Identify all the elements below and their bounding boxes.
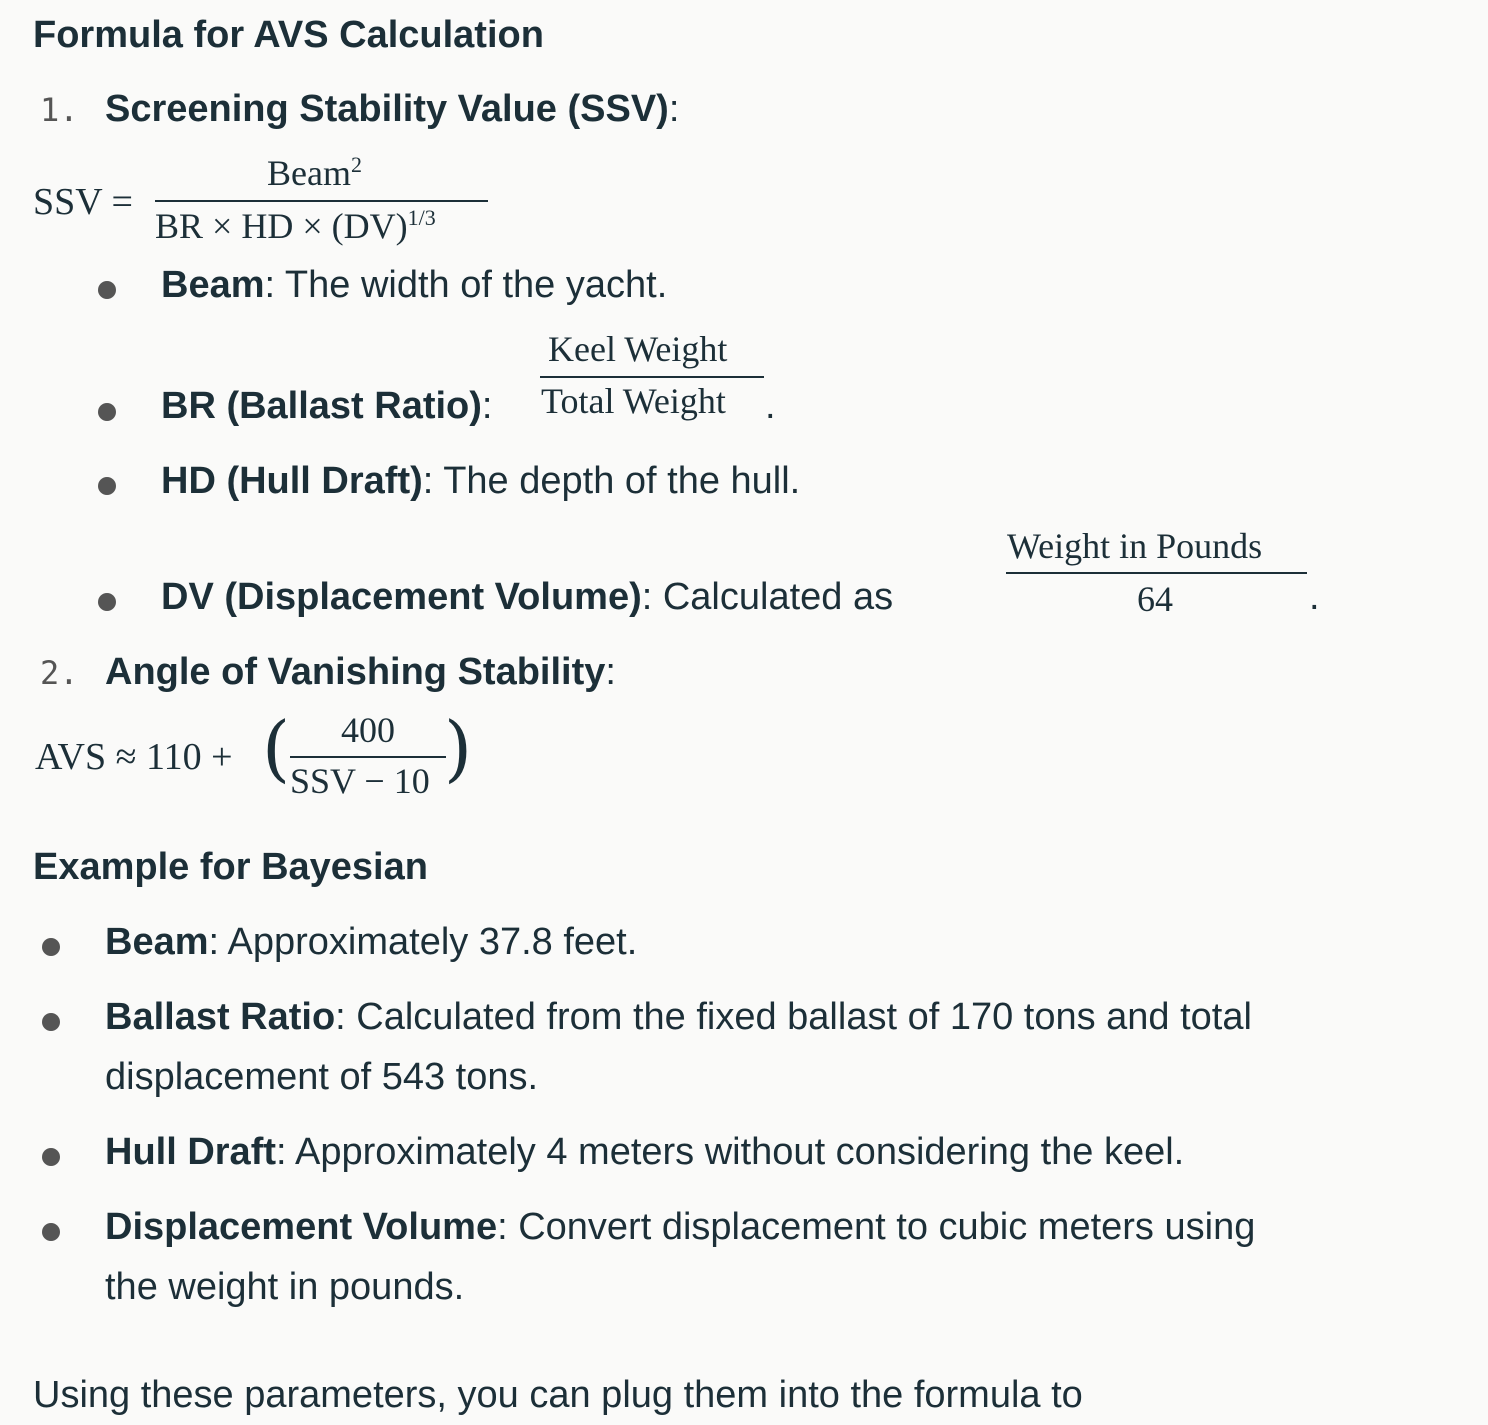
ssv-denominator-text: BR × HD × (DV) <box>155 206 408 246</box>
dv-denominator: 64 <box>1137 579 1173 619</box>
closing-paragraph: Using these parameters, you can plug them into the formula to <box>33 1374 1083 1416</box>
example-item-displacement-volume-line2: the weight in pounds. <box>105 1266 465 1308</box>
step-1-title <box>105 88 679 131</box>
bullet <box>42 1223 60 1241</box>
dv-period: . <box>1309 576 1320 618</box>
term: Beam <box>161 264 265 306</box>
bullet <box>42 1148 60 1166</box>
avs-right-paren: ) <box>444 706 473 790</box>
example-title: Example for Bayesian <box>33 846 428 888</box>
dv-numerator: Weight in Pounds <box>1007 526 1263 566</box>
term: HD (Hull Draft) <box>161 460 423 502</box>
desc: : Approximately 37.8 feet. <box>208 921 638 963</box>
br-period: . <box>765 385 776 427</box>
ssv-formula-numerator <box>267 152 362 194</box>
br-numerator: Keel Weight <box>548 329 728 369</box>
ssv-formula-lhs: SSV = <box>33 181 133 223</box>
avs-left-paren: ( <box>262 706 291 790</box>
step-2-heading <box>40 651 79 694</box>
example-item-ballast-ratio-line2: displacement of 543 tons. <box>105 1056 539 1098</box>
step-1-heading-text: Screening Stability Value (SSV) <box>105 88 669 130</box>
desc: : <box>481 385 493 427</box>
section-title: Formula for AVS Calculation <box>33 14 544 56</box>
desc: : The width of the yacht. <box>264 264 668 306</box>
bullet <box>42 1013 60 1031</box>
dv-fraction-bar <box>1006 572 1307 574</box>
term: BR (Ballast Ratio) <box>161 385 482 427</box>
term: DV (Displacement Volume) <box>161 576 642 618</box>
desc: : Calculated from the fixed ballast of 170 tons and total <box>335 996 1252 1038</box>
bullet <box>98 281 116 299</box>
term: Ballast Ratio <box>105 996 336 1038</box>
br-fraction-bar <box>540 376 764 378</box>
desc: : The depth of the hull. <box>422 460 801 502</box>
step-1-heading <box>40 88 79 131</box>
ssv-numerator-text: Beam <box>267 153 351 193</box>
ssv-fraction-bar <box>155 200 488 202</box>
ssv-formula-denominator <box>155 205 436 247</box>
step-2-colon: : <box>605 651 616 693</box>
bullet <box>98 593 116 611</box>
step-2-title <box>105 651 616 694</box>
bullet <box>98 403 116 421</box>
ssv-denominator-sup: 1/3 <box>407 205 436 230</box>
step-2-heading-text: Angle of Vanishing Stability <box>105 651 606 693</box>
bullet <box>42 938 60 956</box>
avs-numerator: 400 <box>341 710 395 750</box>
example-item-displacement-volume <box>105 1206 1255 1249</box>
br-denominator: Total Weight <box>541 381 726 421</box>
term: Hull Draft <box>105 1131 276 1173</box>
desc: : Convert displacement to cubic meters using <box>497 1206 1256 1248</box>
list-item-ballast-ratio <box>161 385 492 428</box>
step-1-colon: : <box>668 88 680 130</box>
example-item-beam <box>105 921 637 964</box>
term: Displacement Volume <box>105 1206 498 1248</box>
avs-fraction-bar <box>290 756 446 758</box>
term: Beam <box>105 921 209 963</box>
bullet <box>98 477 116 495</box>
step-number: 1. <box>40 91 79 129</box>
avs-denominator: SSV − 10 <box>290 761 430 801</box>
example-item-hull-draft <box>105 1131 1184 1174</box>
desc: : Approximately 4 meters without considering the keel. <box>276 1131 1185 1173</box>
list-item-hull-draft <box>161 460 800 503</box>
step-number: 2. <box>40 654 79 692</box>
ssv-numerator-sup: 2 <box>350 152 362 177</box>
avs-formula-lhs: AVS ≈ 110 + <box>35 736 233 778</box>
desc: : Calculated as <box>641 576 894 618</box>
list-item-displacement-volume <box>161 576 893 619</box>
example-item-ballast-ratio <box>105 996 1252 1039</box>
list-item-beam <box>161 264 667 307</box>
